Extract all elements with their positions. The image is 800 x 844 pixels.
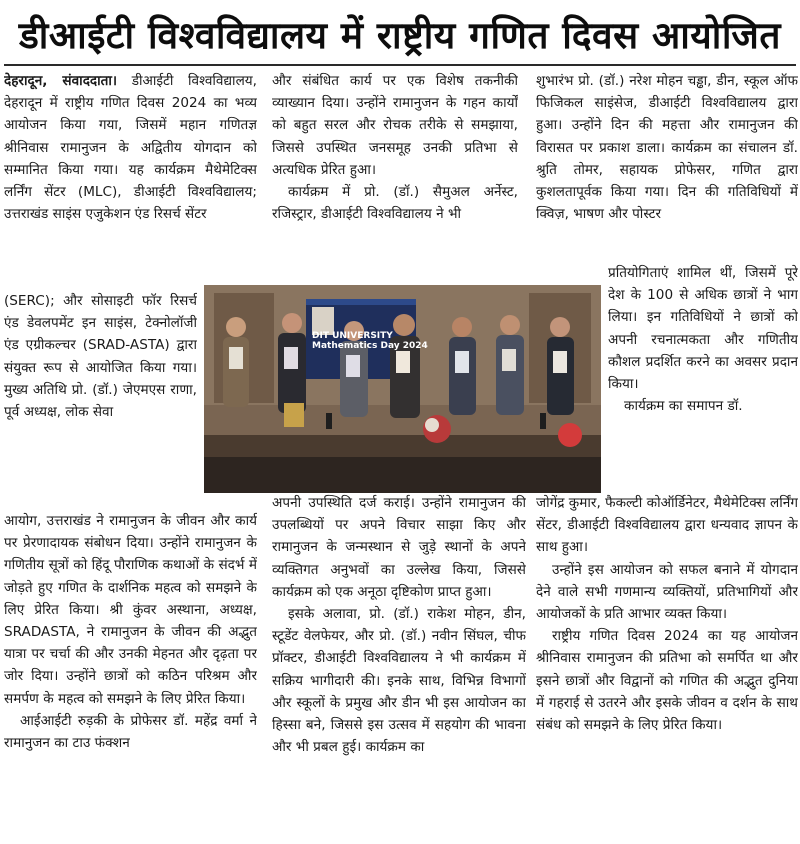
event-photo [204, 285, 601, 493]
dateline: देहरादून, संवाददाता। [4, 73, 118, 89]
banner-label [312, 331, 428, 351]
headline: डीआईटी विश्वविद्यालय में राष्ट्रीय गणित दिवस आयोजित [19, 13, 781, 57]
event-photo-illustration [204, 285, 601, 493]
banner-text: Mathematics Day 2024 [312, 341, 428, 351]
article-text-col1-bottom: आयोग, उत्तराखंड ने रामानुजन के जीवन और कार्य पर प्रेरणादायक संबोधन दिया। उन्होंने रामानुजन के गणितीय सूत्रों को हिंदू पौराणिक कथाओं के संदर्भ में जोड़ते हुए गणित के दार्शनिक महत्व को समझने के लिए प्रेरित किया। श्री कुंवर अस्थाना, अध्यक्ष, SRADASTA, ने रामानुजन के जीवन की अद्भुत यात्रा पर चर्चा की और उनकी मेहनत और दृढ़ता पर जोर दिया। उन्होंने छात्रों को कठिन परिश्रम और समर्पण के महत्व को समझने के लिए प्रेरित किया। [4, 513, 257, 707]
article-text-col3-bottom: जोगेंद्र कुमार, फैकल्टी कोऑर्डिनेटर, मैथेमेटिक्स लर्निंग सेंटर, डीआईटी विश्वविद्यालय द्वारा धन्यवाद ज्ञापन के साथ हुआ। [536, 495, 798, 556]
article-text-col3-mid: प्रतियोगिताएं शामिल थीं, जिसमें पूरे देश के 100 से अधिक छात्रों ने भाग लिया। इन गतिविधियों ने छात्रों को अपनी रचनात्मकता और गणितीय कौशल प्रदर्शित करने का अवसर प्रदान किया। [608, 265, 798, 393]
article-text-col2-bottom2: इसके अलावा, प्रो. (डॉ.) राकेश मोहन, डीन, स्टूडेंट वेलफेयर, और प्रो. (डॉ.) नवीन सिंघल, चीफ प्रॉक्टर, डीआईटी विश्वविद्यालय ने भी कार्यक्रम में सक्रिय भागीदारी की। इनके साथ, विभिन्न विभागों और स्कूलों के प्रमुख और डीन भी इस आयोजन का हिस्सा बने, जिससे इस उत्सव में सहयोग की भावना और भी प्रबल हुई। कार्यक्रम का [272, 606, 526, 756]
article-column-3-bottom [536, 492, 798, 840]
article-column-2-top [272, 70, 518, 280]
article-text-col1-mid: (SERC); और सोसाइटी फॉर रिसर्च एंड डेवलपमेंट इन साइंस, टेक्नोलॉजी एंड एग्रीकल्चर (SRAD-ASTA) द्वारा संयुक्त रूप से आयोजित किया गया। मुख्य अतिथि प्रो. (डॉ.) जेएमएस राणा, पूर्व अध्यक्ष, लोक सेवा [4, 293, 197, 421]
article-text-col3-bottom2: उन्होंने इस आयोजन को सफल बनाने में योगदान देने वाले सभी गणमान्य व्यक्तियों, प्रतिभागियों और आयोजकों के प्रति आभार व्यक्त किया। [536, 561, 798, 623]
article-column-3-top [536, 70, 798, 284]
headline-rule [4, 64, 796, 66]
article-text-col3-top: शुभारंभ प्रो. (डॉ.) नरेश मोहन चड्ढा, डीन, स्कूल ऑफ फिजिकल साइंसेज, डीआईटी विश्वविद्यालय द्वारा हुआ। उन्होंने दिन की महत्ता और रामानुजन की विरासत पर प्रकाश डाला। कार्यक्रम का संचालन डॉ. श्रुति तोमर, सहायक प्रोफेसर, गणित द्वारा कुशलतापूर्वक किया गया। दिन की गतिविधियों में क्विज़, भाषण और पोस्टर [536, 73, 798, 223]
article-text-col2-bottom: अपनी उपस्थिति दर्ज कराई। उन्होंने रामानुजन की उपलब्धियों पर अपने विचार साझा किए और रामानुजन के जन्मस्थान से जुड़े स्थानों के अपने व्यक्तिगत अनुभवों का उल्लेख किया, जिससे कार्यक्रम को एक अनूठा दृष्टिकोण प्राप्त हुआ। [272, 495, 526, 600]
article-text-col1-last: आईआईटी रुड़की के प्रोफेसर डॉ. महेंद्र वर्मा ने रामानुजन का टाउ फंक्शन [4, 712, 257, 752]
article-column-1-bottom [4, 510, 257, 840]
article-column-3-mid [608, 262, 798, 492]
banner-brand: DIT UNIVERSITY [312, 331, 393, 341]
article-text-col3-mid2: कार्यक्रम का समापन डॉ. [624, 398, 743, 415]
article-column-2-bottom [272, 492, 526, 840]
article-column-1-top [4, 70, 257, 285]
article-text-col2-top: और संबंधित कार्य पर एक विशेष तकनीकी व्याख्यान दिया। उन्होंने रामानुजन के गहन कार्यों को बहुत सरल और रोचक तरीके से समझाया, जिससे उपस्थित जनसमूह उनकी प्रतिभा से अत्यधिक प्रेरित हुआ। [272, 73, 518, 178]
article-text-col1-top: डीआईटी विश्वविद्यालय, देहरादून में राष्ट्रीय गणित दिवस 2024 का भव्य आयोजन किया गया, जिसमें महान गणितज्ञ श्रीनिवास रामानुजन के अद्वितीय योगदान को सम्मानित किया गया। यह कार्यक्रम मैथेमेटिक्स लर्निंग सेंटर (MLC), डीआईटी विश्वविद्यालय; उत्तराखंड साइंस एजुकेशन एंड रिसर्च सेंटर [4, 73, 257, 223]
article-column-1-mid [4, 290, 197, 512]
article-text-col3-bottom3: राष्ट्रीय गणित दिवस 2024 का यह आयोजन श्रीनिवास रामानुजन की प्रतिभा को समर्पित था और इसने छात्रों और विद्वानों को गणित की अद्भुत दुनिया में गहराई से उतरने और इसके जीवन व दर्शन के साथ संबंध को समझने के लिए प्रेरित किया। [536, 628, 798, 734]
article-text-col2-top2: कार्यक्रम में प्रो. (डॉ.) सैमुअल अर्नेस्ट, रजिस्ट्रार, डीआईटी विश्वविद्यालय ने भी [272, 184, 518, 223]
